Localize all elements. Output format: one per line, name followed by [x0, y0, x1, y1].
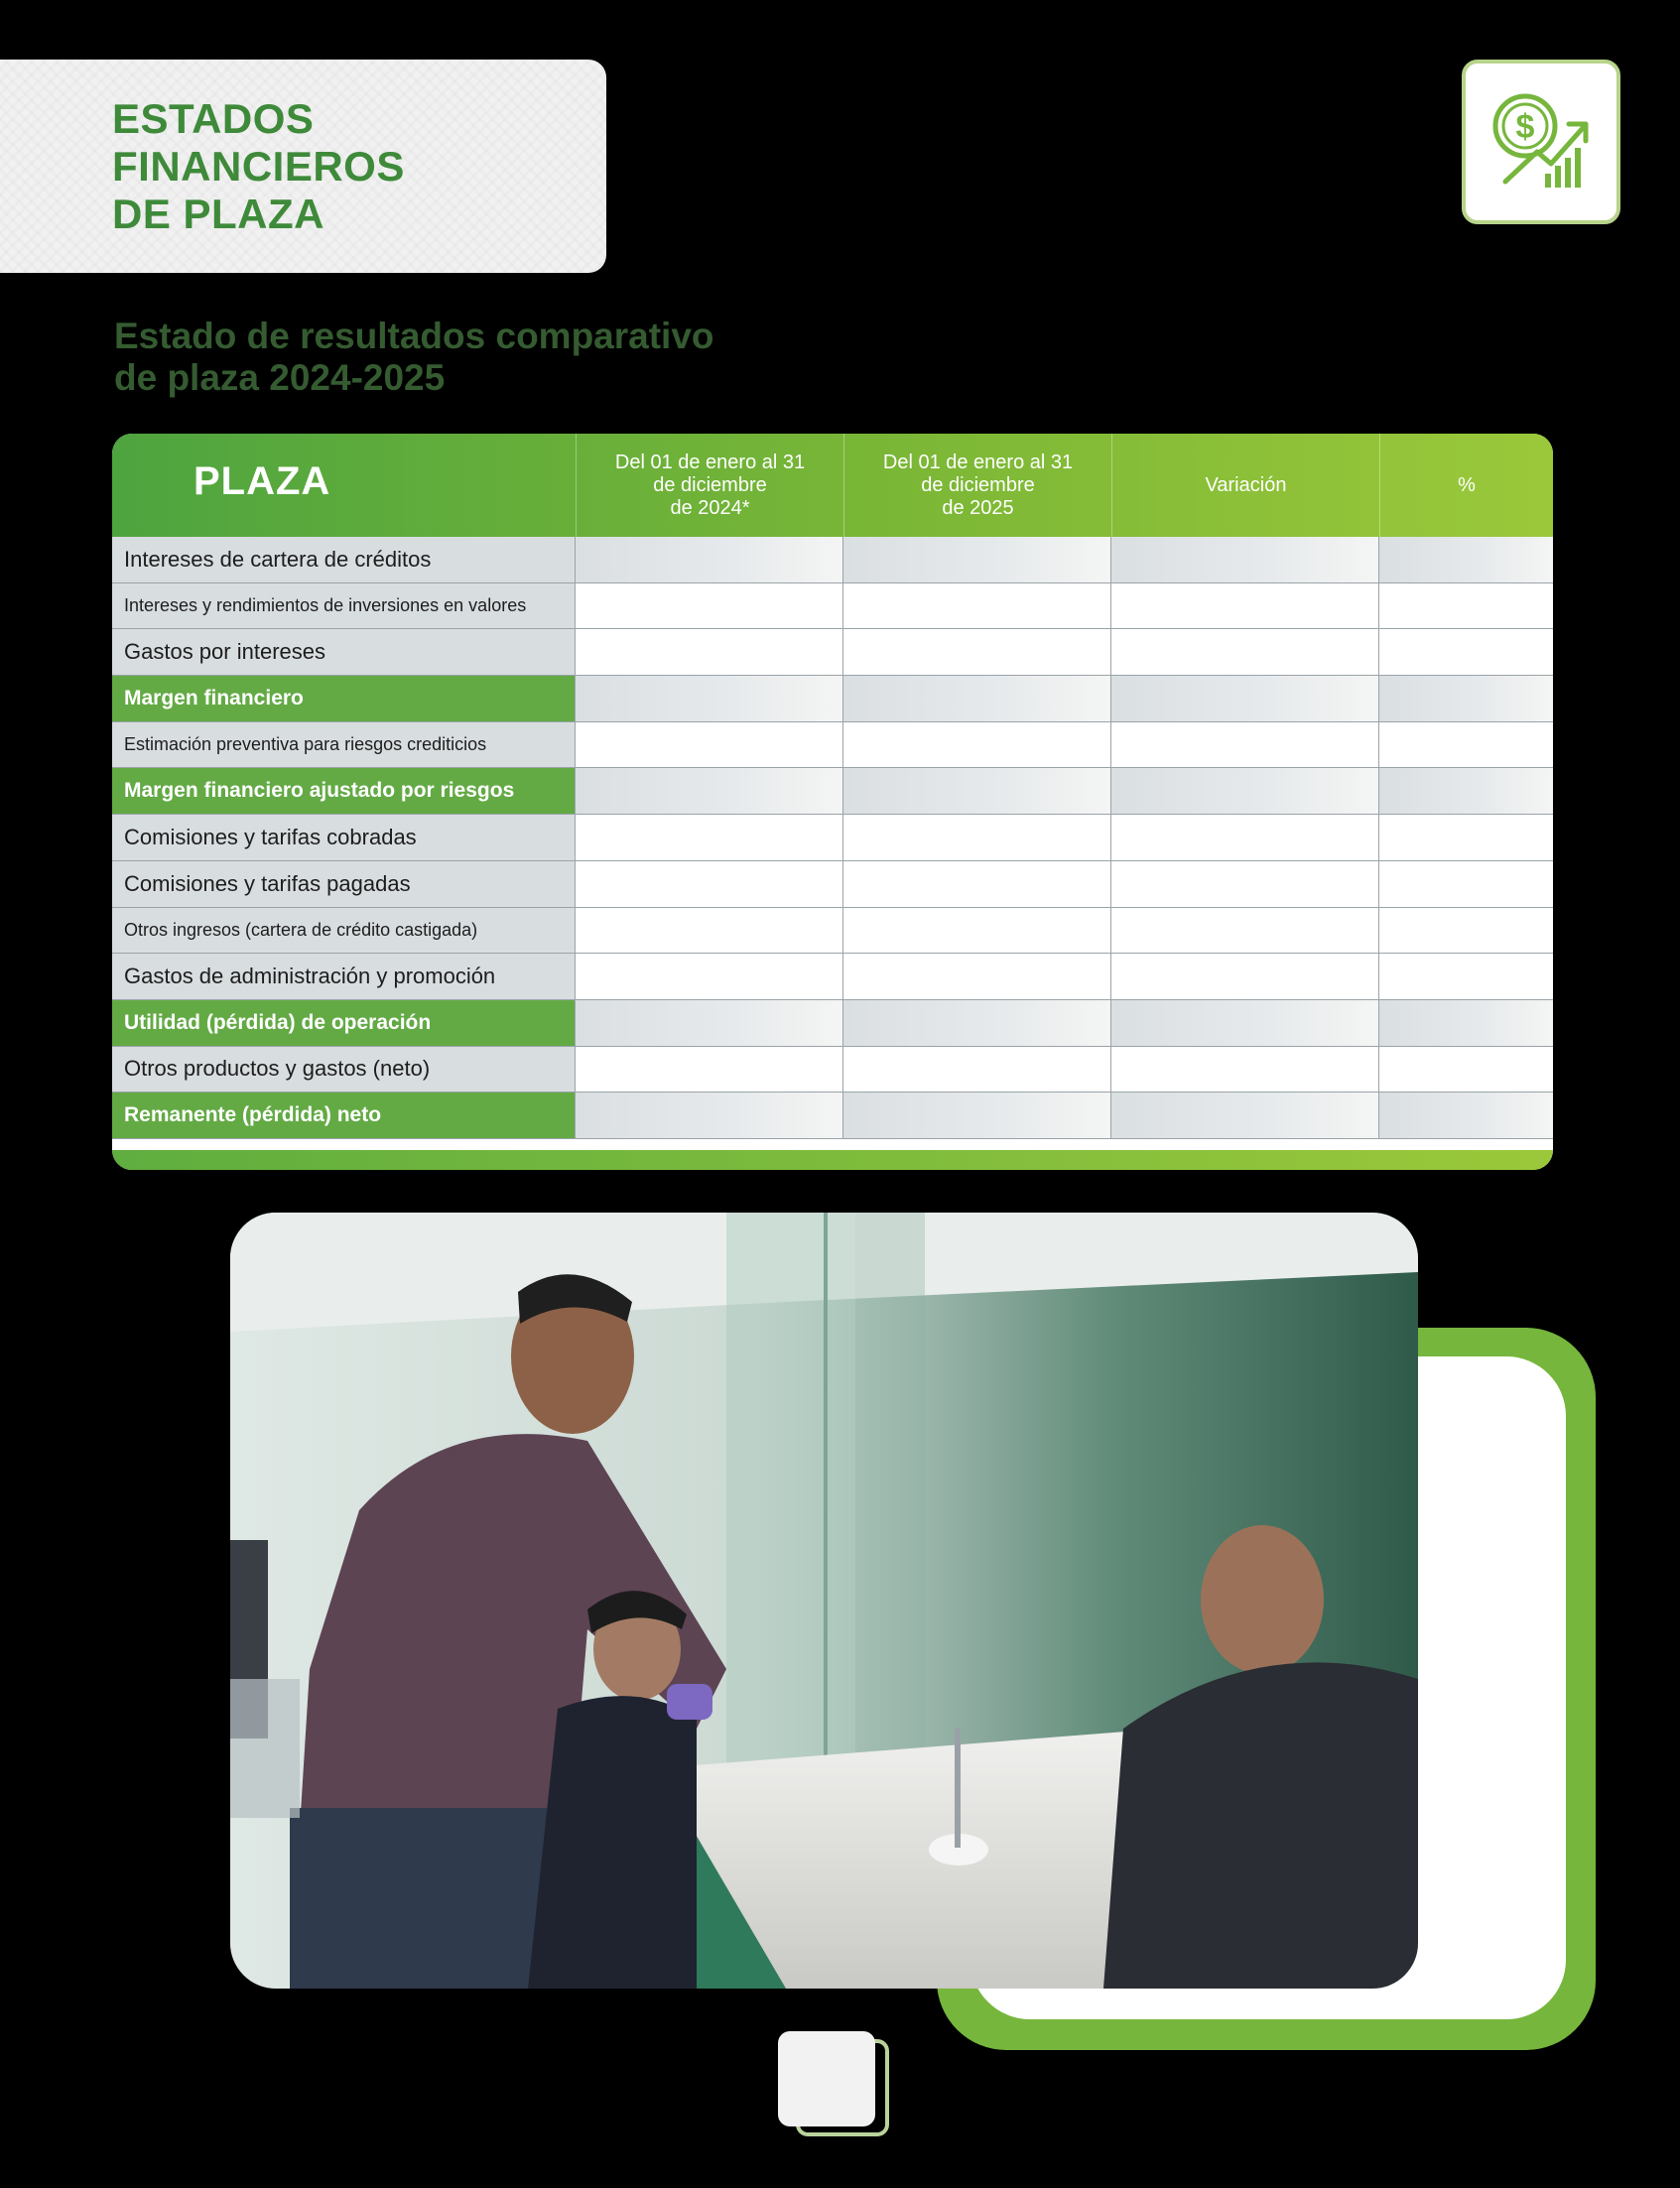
column-header-2025 — [843, 434, 1111, 537]
table-cell — [1111, 954, 1379, 999]
row-label: Remanente (pérdida) neto — [112, 1093, 576, 1138]
section-title-card — [0, 60, 606, 273]
table-body — [112, 537, 1553, 1139]
row-label: Intereses de cartera de créditos — [112, 537, 576, 582]
table-cell — [576, 722, 843, 768]
column-header-line: de diciembre — [653, 473, 767, 496]
bank-teller-photo — [230, 1213, 1418, 1989]
table-cell — [576, 629, 843, 675]
table-cell — [1111, 537, 1379, 582]
column-header-line: de 2024* — [670, 496, 750, 519]
column-header-line: % — [1458, 473, 1476, 496]
table-row — [112, 537, 1553, 583]
section-title-line-3: DE PLAZA — [112, 191, 324, 237]
table-row — [112, 954, 1553, 1000]
column-header-line: Del 01 de enero al 31 — [614, 450, 806, 473]
table-cell — [576, 768, 843, 814]
table-cell — [1111, 583, 1379, 629]
table-cell — [576, 676, 843, 721]
table-cell — [843, 768, 1111, 814]
table-cell — [576, 861, 843, 907]
row-label: Estimación preventiva para riesgos crediticios — [112, 722, 576, 768]
table-cell — [843, 908, 1111, 954]
table-row — [112, 815, 1553, 861]
table-row — [112, 908, 1553, 955]
table-cell — [843, 583, 1111, 629]
column-header-2024 — [576, 434, 843, 537]
table-cell — [843, 1093, 1111, 1138]
table-cell — [1111, 908, 1379, 954]
subtitle-line-2: de plaza 2024-2025 — [114, 357, 446, 398]
table-cell — [1379, 722, 1553, 768]
table-cell — [1379, 815, 1553, 860]
table-cell — [576, 1000, 843, 1046]
table-cell — [1111, 629, 1379, 675]
table-row — [112, 583, 1553, 630]
row-label: Comisiones y tarifas cobradas — [112, 815, 576, 860]
table-cell — [576, 908, 843, 954]
table-cell — [576, 1093, 843, 1138]
table-cell — [1111, 676, 1379, 721]
column-header-line: de 2025 — [942, 496, 1014, 519]
table-title: PLAZA — [194, 459, 331, 503]
dollar-growth-chart-icon — [1486, 86, 1597, 197]
column-header-variacion — [1111, 434, 1379, 537]
table-cell — [1111, 722, 1379, 768]
row-label: Comisiones y tarifas pagadas — [112, 861, 576, 907]
row-label: Gastos por intereses — [112, 629, 576, 675]
row-label: Gastos de administración y promoción — [112, 954, 576, 999]
row-label: Otros ingresos (cartera de crédito castigada) — [112, 908, 576, 954]
table-row — [112, 1047, 1553, 1094]
table-row — [112, 861, 1553, 908]
table-cell — [843, 629, 1111, 675]
section-title-line-2: FINANCIEROS — [112, 143, 405, 190]
table-cell — [1379, 676, 1553, 721]
table-row-subtotal — [112, 676, 1553, 722]
table-cell — [1379, 1000, 1553, 1046]
table-cell — [1379, 908, 1553, 954]
table-cell — [576, 815, 843, 860]
table-row — [112, 629, 1553, 676]
table-row — [112, 722, 1553, 769]
table-cell — [1379, 629, 1553, 675]
table-cell — [843, 722, 1111, 768]
row-label: Intereses y rendimientos de inversiones en valores — [112, 583, 576, 629]
income-statement-table — [112, 434, 1553, 1170]
table-cell — [1379, 768, 1553, 814]
bank-branch-scene-image — [230, 1213, 1418, 1989]
table-cell — [1379, 1047, 1553, 1093]
table-cell — [1111, 1047, 1379, 1093]
table-cell — [1379, 861, 1553, 907]
statement-subtitle — [114, 316, 868, 399]
svg-text:$: $ — [1515, 108, 1535, 146]
column-header-line: Del 01 de enero al 31 — [882, 450, 1074, 473]
table-cell — [1379, 954, 1553, 999]
table-cell — [576, 1047, 843, 1093]
section-title-line-1: ESTADOS — [112, 95, 315, 142]
table-row-subtotal — [112, 1000, 1553, 1047]
table-cell — [843, 676, 1111, 721]
row-label: Margen financiero — [112, 676, 576, 721]
table-cell — [576, 954, 843, 999]
table-row-subtotal — [112, 768, 1553, 815]
table-cell — [1379, 537, 1553, 582]
table-cell — [1379, 583, 1553, 629]
table-cell — [843, 1000, 1111, 1046]
row-label: Utilidad (pérdida) de operación — [112, 1000, 576, 1046]
table-cell — [576, 583, 843, 629]
table-cell — [843, 861, 1111, 907]
column-header-line: de diciembre — [921, 473, 1035, 496]
subtitle-line-1: Estado de resultados comparativo — [114, 316, 714, 356]
table-cell — [1111, 861, 1379, 907]
page-number-tile — [778, 2031, 875, 2126]
finance-icon-tile — [1462, 60, 1620, 224]
table-cell — [1111, 815, 1379, 860]
table-cell — [1111, 768, 1379, 814]
column-header-line: Variación — [1205, 473, 1287, 496]
table-cell — [1379, 1093, 1553, 1138]
column-header-percent — [1379, 434, 1553, 537]
table-cell — [1111, 1000, 1379, 1046]
table-cell — [1111, 1093, 1379, 1138]
row-label: Margen financiero ajustado por riesgos — [112, 768, 576, 814]
table-header — [112, 434, 1553, 537]
table-cell — [843, 1047, 1111, 1093]
table-cell — [843, 537, 1111, 582]
table-footer-bar — [112, 1150, 1553, 1170]
table-cell — [843, 815, 1111, 860]
table-cell — [576, 537, 843, 582]
row-label: Otros productos y gastos (neto) — [112, 1047, 576, 1093]
table-row-total — [112, 1093, 1553, 1139]
table-cell — [843, 954, 1111, 999]
